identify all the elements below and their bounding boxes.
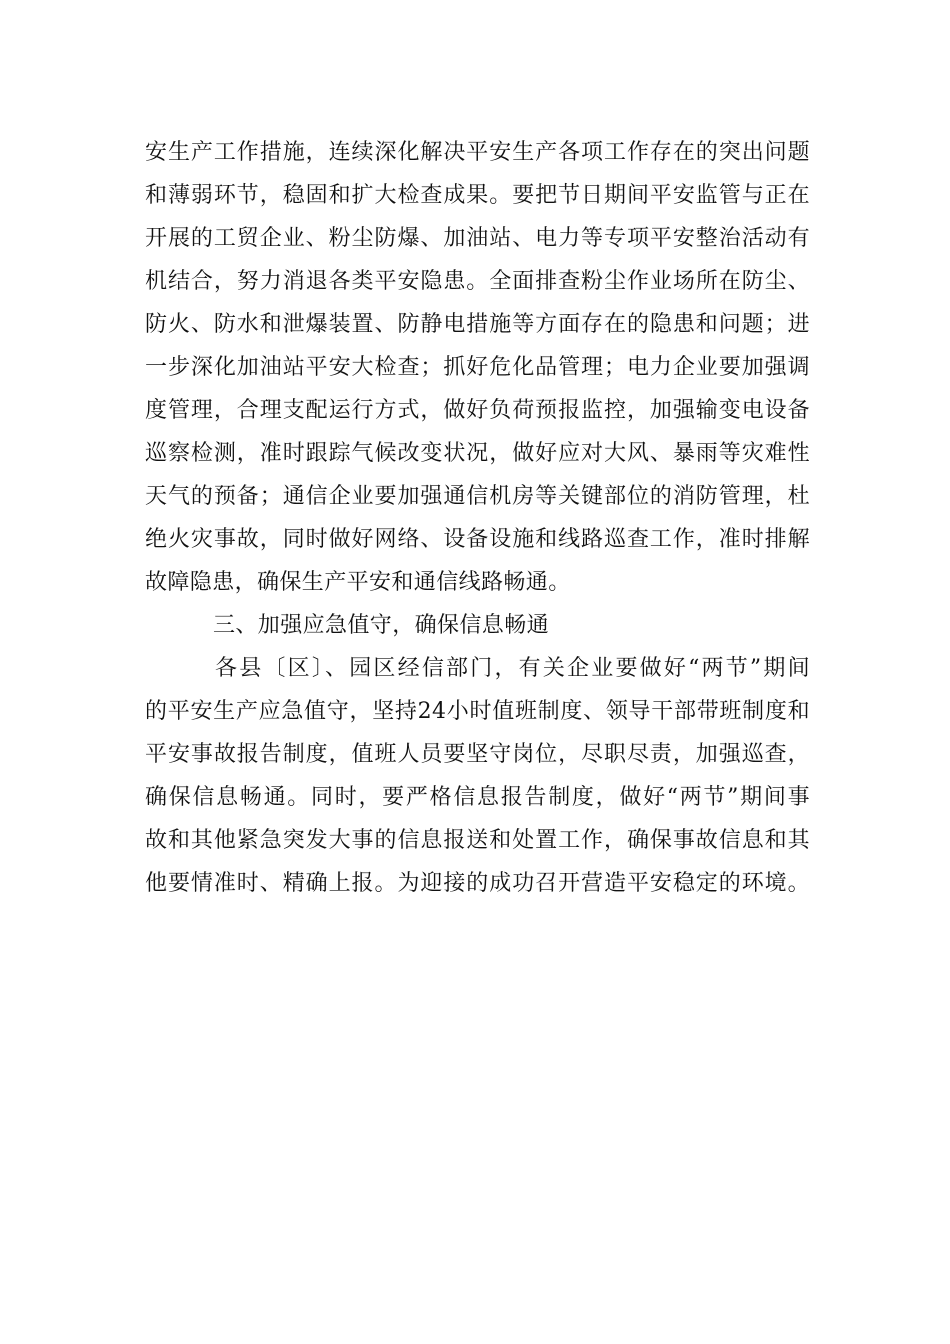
- text-line: 度管理，合理支配运行方式，做好负荷预报监控，加强输变电设备: [145, 398, 810, 423]
- text-line: 故和其他紧急突发大事的信息报送和处置工作，确保事故信息和其: [145, 828, 810, 853]
- paragraph-2: [145, 647, 810, 905]
- text-line: 各县〔区〕、园区经信部门，有关企业要做好“两节”期间: [215, 656, 810, 681]
- paragraph-1: [145, 131, 810, 604]
- text-line: 的平安生产应急值守，坚持24小时值班制度、领导干部带班制度和: [145, 699, 810, 724]
- text-line: 防火、防水和泄爆装置、防静电措施等方面存在的隐患和问题；进: [145, 312, 810, 337]
- text-line: 和薄弱环节，稳固和扩大检查成果。要把节日期间平安监管与正在: [145, 183, 810, 208]
- text-line: 平安事故报告制度，值班人员要坚守岗位，尽职尽责，加强巡查，: [145, 742, 810, 767]
- text-line: 开展的工贸企业、粉尘防爆、加油站、电力等专项平安整治活动有: [145, 226, 810, 251]
- text-line: 巡察检测，准时跟踪气候改变状况，做好应对大风、暴雨等灾难性: [145, 441, 810, 466]
- text-line: 故障隐患，确保生产平安和通信线路畅通。: [145, 570, 571, 595]
- text-line: 安生产工作措施，连续深化解决平安生产各项工作存在的突出问题: [145, 140, 810, 165]
- section-heading: 三、加强应急值守，确保信息畅通: [213, 613, 550, 638]
- text-line: 绝火灾事故，同时做好网络、设备设施和线路巡查工作，准时排解: [145, 527, 810, 552]
- text-line: 机结合，努力消退各类平安隐患。全面排查粉尘作业场所在防尘、: [145, 269, 810, 294]
- text-line: 他要情准时、精确上报。为迎接的成功召开营造平安稳定的环境。: [145, 871, 810, 896]
- text-line: 确保信息畅通。同时，要严格信息报告制度，做好“两节”期间事: [145, 785, 810, 810]
- text-line: 一步深化加油站平安大检查；抓好危化品管理；电力企业要加强调: [145, 355, 810, 380]
- text-line: 天气的预备；通信企业要加强通信机房等关键部位的消防管理，杜: [145, 484, 810, 509]
- document-body: [145, 131, 810, 905]
